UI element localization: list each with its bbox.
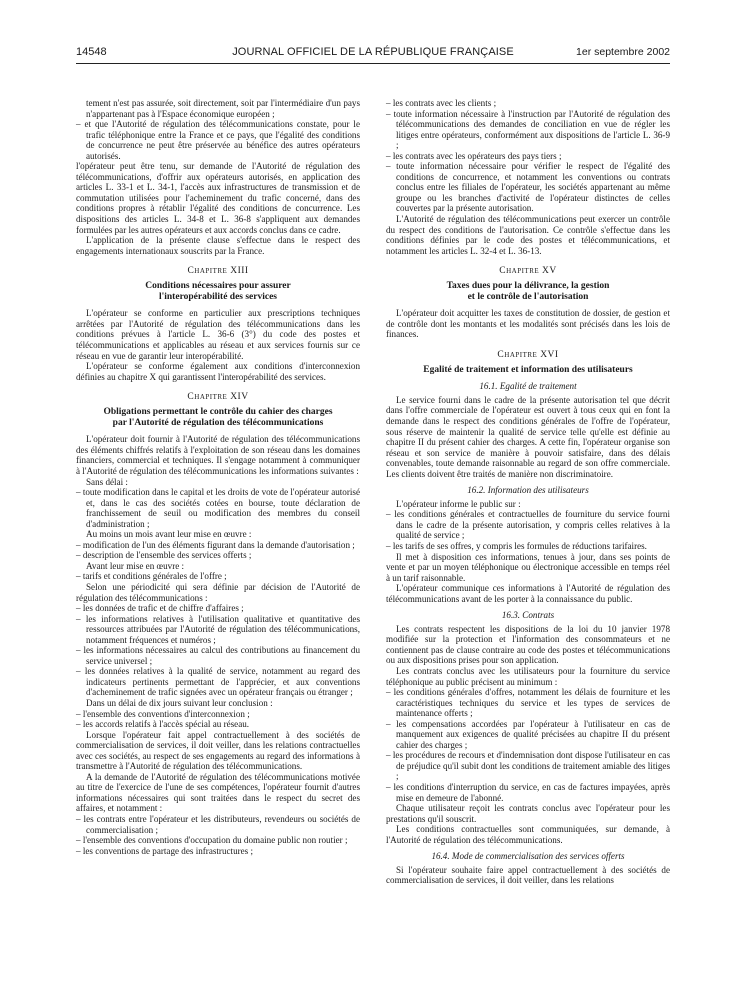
- list-item: – les contrats entre l'opérateur et les distributeurs, revendeurs ou sociétés de commercialisation ;: [76, 814, 360, 835]
- chapter-heading: Chapitre XV: [499, 266, 557, 277]
- list-item: – les données relatives à la qualité de service, notamment au regard des indicateurs pertinents permettant de l'apprécier, et aux conventions d'acheminement de trafic signées avec un opérateur français ou étranger ;: [76, 666, 360, 698]
- paragraph: Les conditions contractuelles sont communiquées, sur demande, à l'Autorité de régulation des télécommunications.: [386, 824, 670, 845]
- list-item: – tarifs et conditions générales de l'offre ;: [76, 571, 227, 582]
- page-number: 14548: [76, 46, 107, 58]
- paragraph: tement n'est pas assurée, soit directement, soit par l'intermédiaire d'un pays n'appartenant pas à l'Espace économique européen ;: [86, 98, 360, 119]
- chapter-heading: Chapitre XIII: [187, 266, 249, 277]
- chapter-title: Egalité de traitement et information des utilisateurs: [423, 364, 633, 375]
- paragraph: Chaque utilisateur reçoit les contrats conclus avec l'opérateur pour les prestations qu'il souscrit.: [386, 803, 670, 824]
- list-item: – les informations nécessaires au calcul des contributions au financement du service universel ;: [76, 645, 360, 666]
- list-item: – les conditions générales et contractuelles de fourniture du service fourni dans le cadre de la présente autorisation, y compris celles relatives à la qualité de service ;: [386, 509, 670, 541]
- paragraph: L'opérateur communique ces informations à l'Autorité de régulation des télécommunications avant de les porter à la connaissance du public.: [386, 583, 670, 604]
- paragraph: L'opérateur se conforme en particulier aux prescriptions techniques arrêtées par l'Autorité de régulation des télécommunications dans les conditions prévues à l'article L. 36-6 (3°) du code des postes et télécommunications et applicables au réseau et aux services fournis sur ce réseau en vue de garantir leur interopérabilité.: [76, 308, 360, 361]
- journal-title: JOURNAL OFFICIEL DE LA RÉPUBLIQUE FRANÇAISE: [232, 46, 514, 58]
- chapter-title: [76, 281, 360, 303]
- list-item: – l'ensemble des conventions d'interconnexion ;: [76, 708, 250, 719]
- list-item: – les conventions de partage des infrastructures ;: [76, 845, 254, 856]
- paragraph: Il met à disposition ces informations, tenues à jour, dans ses points de vente et par un moyen téléphonique ou électronique accessible en temps réel à un tarif raisonnable.: [386, 551, 670, 583]
- paragraph: Dans un délai de dix jours suivant leur conclusion :: [86, 697, 273, 708]
- list-item: – les conditions générales d'offres, notamment les délais de fourniture et les caractéristiques techniques du service et les types de services de maintenance offerts ;: [386, 687, 670, 719]
- chapter-title-line: Obligations permettant le contrôle du cahier des charges: [103, 406, 333, 417]
- page-header: [76, 46, 670, 62]
- header-rule: [76, 63, 670, 64]
- paragraph: l'opérateur peut être tenu, sur demande de l'Autorité de régulation des télécommunications, d'offrir aux opérateurs autorisés, en application des articles L. 33-1 et L. 34-1, l'accès aux infrastructures de transmission et de commutation utilisées pour l'acheminement du trafic concerné, dans des conditions propres à rétablir l'égalité des conditions de concurrence. Les dispositions des articles L. 34-8 et L. 36-8 s'appliquent aux demandes formulées par les autres opérateurs et aux accords conclus dans ce cadre.: [76, 161, 360, 235]
- paragraph: Selon une périodicité qui sera définie par décision de l'Autorité de régulation des télécommunications :: [76, 581, 360, 603]
- chapter-title-line: par l'Autorité de régulation des télécommunications: [112, 417, 324, 428]
- paragraph: L'Autorité de régulation des télécommunications peut exercer un contrôle du respect des conditions de l'autorisation. Ce contrôle s'effectue dans les conditions définies par le code des postes et télécommunications, et notamment les articles L. 32-4 et L. 36-13.: [386, 214, 670, 256]
- list-item: – toute information nécessaire à l'instruction par l'Autorité de régulation des télécommunications des demandes de conciliation en vue de régler les litiges entre opérateurs, conformément aux dispositions de l'article L. 36-9 ;: [386, 108, 670, 151]
- right-column: [386, 98, 670, 886]
- chapter-heading: Chapitre XVI: [497, 349, 559, 360]
- list-item: – toute modification dans le capital et les droits de vote de l'opérateur autorisé et, dans le cas des sociétés cotées en bourse, toute déclaration de franchissement de seuil ou modification des membres du conseil d'administration ;: [76, 487, 360, 529]
- list-item: – description de l'ensemble des services offerts ;: [76, 550, 252, 561]
- chapter-title-line: Conditions nécessaires pour assurer: [145, 280, 291, 291]
- section-heading: 16.3. Contrats: [501, 610, 555, 621]
- paragraph: L'opérateur doit fournir à l'Autorité de régulation des télécommunications des éléments chiffrés relatifs à l'exploitation de son réseau dans les domaines financiers, commercial et techniques. Il s'engage notamment à communiquer à l'Autorité de régulation des télécommunications les informations suivantes :: [76, 434, 360, 476]
- paragraph: Sans délai :: [86, 476, 128, 487]
- paragraph: L'opérateur doit acquitter les taxes de constitution de dossier, de gestion et de contrôle dont les montants et les modalités sont précisés dans les lois de finances.: [386, 308, 670, 340]
- chapter-title-line: Taxes dues pour la délivrance, la gestion: [446, 280, 610, 291]
- chapter-heading: Chapitre XIV: [187, 392, 249, 403]
- paragraph: Le service fourni dans le cadre de la présente autorisation tel que décrit dans l'offre commerciale de l'opérateur est ouvert à tous ceux qui en font la demande dans le respect des conditions générales de l'offre de l'opérateur, sous réserve de maintenir la qualité de service telle qu'elle est définie au chapitre II du présent cahier des charges. A cette fin, l'opérateur organise son réseau et son service de manière à pouvoir satisfaire, dans des délais convenables, toute demande raisonnable au regard de son offre commerciale. Les clients doivent être traités de manière non discriminatoire.: [386, 394, 670, 479]
- section-heading: 16.2. Information des utilisateurs: [467, 485, 589, 496]
- list-item: – modification de l'un des éléments figurant dans la demande d'autorisation ;: [76, 539, 355, 550]
- issue-date: 1er septembre 2002: [576, 46, 670, 58]
- list-item: – et que l'Autorité de régulation des télécommunications constate, pour le trafic téléphonique entre la France et ce pays, que l'égalité des conditions de concurrence ne peut être préservée au bénéfice des autres opérateurs autorisés.: [76, 119, 360, 161]
- paragraph: Lorsque l'opérateur fait appel contractuellement à des sociétés de commercialisation de services, il doit veiller, dans les relations contractuelles avec ces sociétés, au respect de ses engagements au regard des informations à transmettre à l'Autorité de régulation des télécommunications.: [76, 729, 360, 772]
- chapter-title-line: l'interopérabilité des services: [158, 291, 278, 302]
- paragraph: L'application de la présente clause s'effectue dans le respect des engagements internationaux souscrits par la France.: [76, 235, 360, 256]
- list-item: – les contrats avec les clients ;: [386, 98, 497, 108]
- paragraph: Les contrats respectent les dispositions de la loi du 10 janvier 1978 modifiée sur la protection et l'information des consommateurs et ne contiennent pas de clause contraire au code des postes et télécommunications ou aux dispositions prises pour son application.: [386, 623, 670, 666]
- list-item: – toute information nécessaire pour vérifier le respect de l'égalité des conditions de concurrence, et notamment les conventions ou contrats conclus entre les filiales de l'opérateur, les sociétés appartenant au même groupe ou les branches d'activité de l'opérateur distinctes de celles couvertes par la présente autorisation.: [386, 161, 670, 214]
- paragraph: Avant leur mise en œuvre :: [86, 560, 185, 571]
- paragraph: A la demande de l'Autorité de régulation des télécommunications motivée au titre de l'exercice de l'une de ses compétences, l'opérateur fournit d'autres informations nécessaires qui sont traitées dans le respect du secret des affaires, et notamment :: [76, 771, 360, 814]
- list-item: – les compensations accordées par l'opérateur à l'utilisateur en cas de manquement aux exigences de qualité précisées au chapitre II du présent cahier des charges ;: [386, 718, 670, 750]
- list-item: – les accords relatifs à l'accès spécial au réseau.: [76, 719, 250, 730]
- list-item: – les conditions d'interruption du service, en cas de factures impayées, après mise en demeure de l'abonné.: [386, 782, 670, 803]
- list-item: – les données de trafic et de chiffre d'affaires ;: [76, 603, 244, 614]
- paragraph: Au moins un mois avant leur mise en œuvre :: [86, 529, 252, 540]
- left-column: [76, 98, 360, 856]
- list-item: – les contrats avec les opérateurs des pays tiers ;: [386, 150, 562, 161]
- chapter-title-line: et le contrôle de l'autorisation: [467, 291, 589, 302]
- paragraph: Les contrats conclus avec les utilisateurs pour la fourniture du service téléphonique au public précisent au minimum :: [386, 666, 670, 687]
- chapter-title: [386, 281, 670, 303]
- list-item: – les informations relatives à l'utilisation qualitative et quantitative des ressources attribuées par l'Autorité de régulation des télécommunications, notamment fréquences et numéros ;: [76, 613, 360, 645]
- paragraph: L'opérateur informe le public sur :: [396, 498, 521, 509]
- paragraph: L'opérateur se conforme également aux conditions d'interconnexion définies au chapitre X qui garantissent l'interopérabilité des services.: [76, 361, 360, 382]
- list-item: – les procédures de recours et d'indemnisation dont dispose l'utilisateur en cas de préjudice qu'il subit dont les conditions de traitement amiable des litiges ;: [386, 750, 670, 782]
- section-heading: 16.4. Mode de commercialisation des services offerts: [431, 851, 625, 862]
- list-item: – l'ensemble des conventions d'occupation du domaine public non routier ;: [76, 835, 348, 846]
- list-item: – les tarifs de ses offres, y compris les formules de réductions tarifaires.: [386, 540, 647, 551]
- paragraph: Si l'opérateur souhaite faire appel contractuellement à des sociétés de commercialisation de services, il doit veiller, dans les relations: [386, 864, 670, 886]
- chapter-title: [76, 407, 360, 429]
- section-heading: 16.1. Egalité de traitement: [479, 381, 577, 392]
